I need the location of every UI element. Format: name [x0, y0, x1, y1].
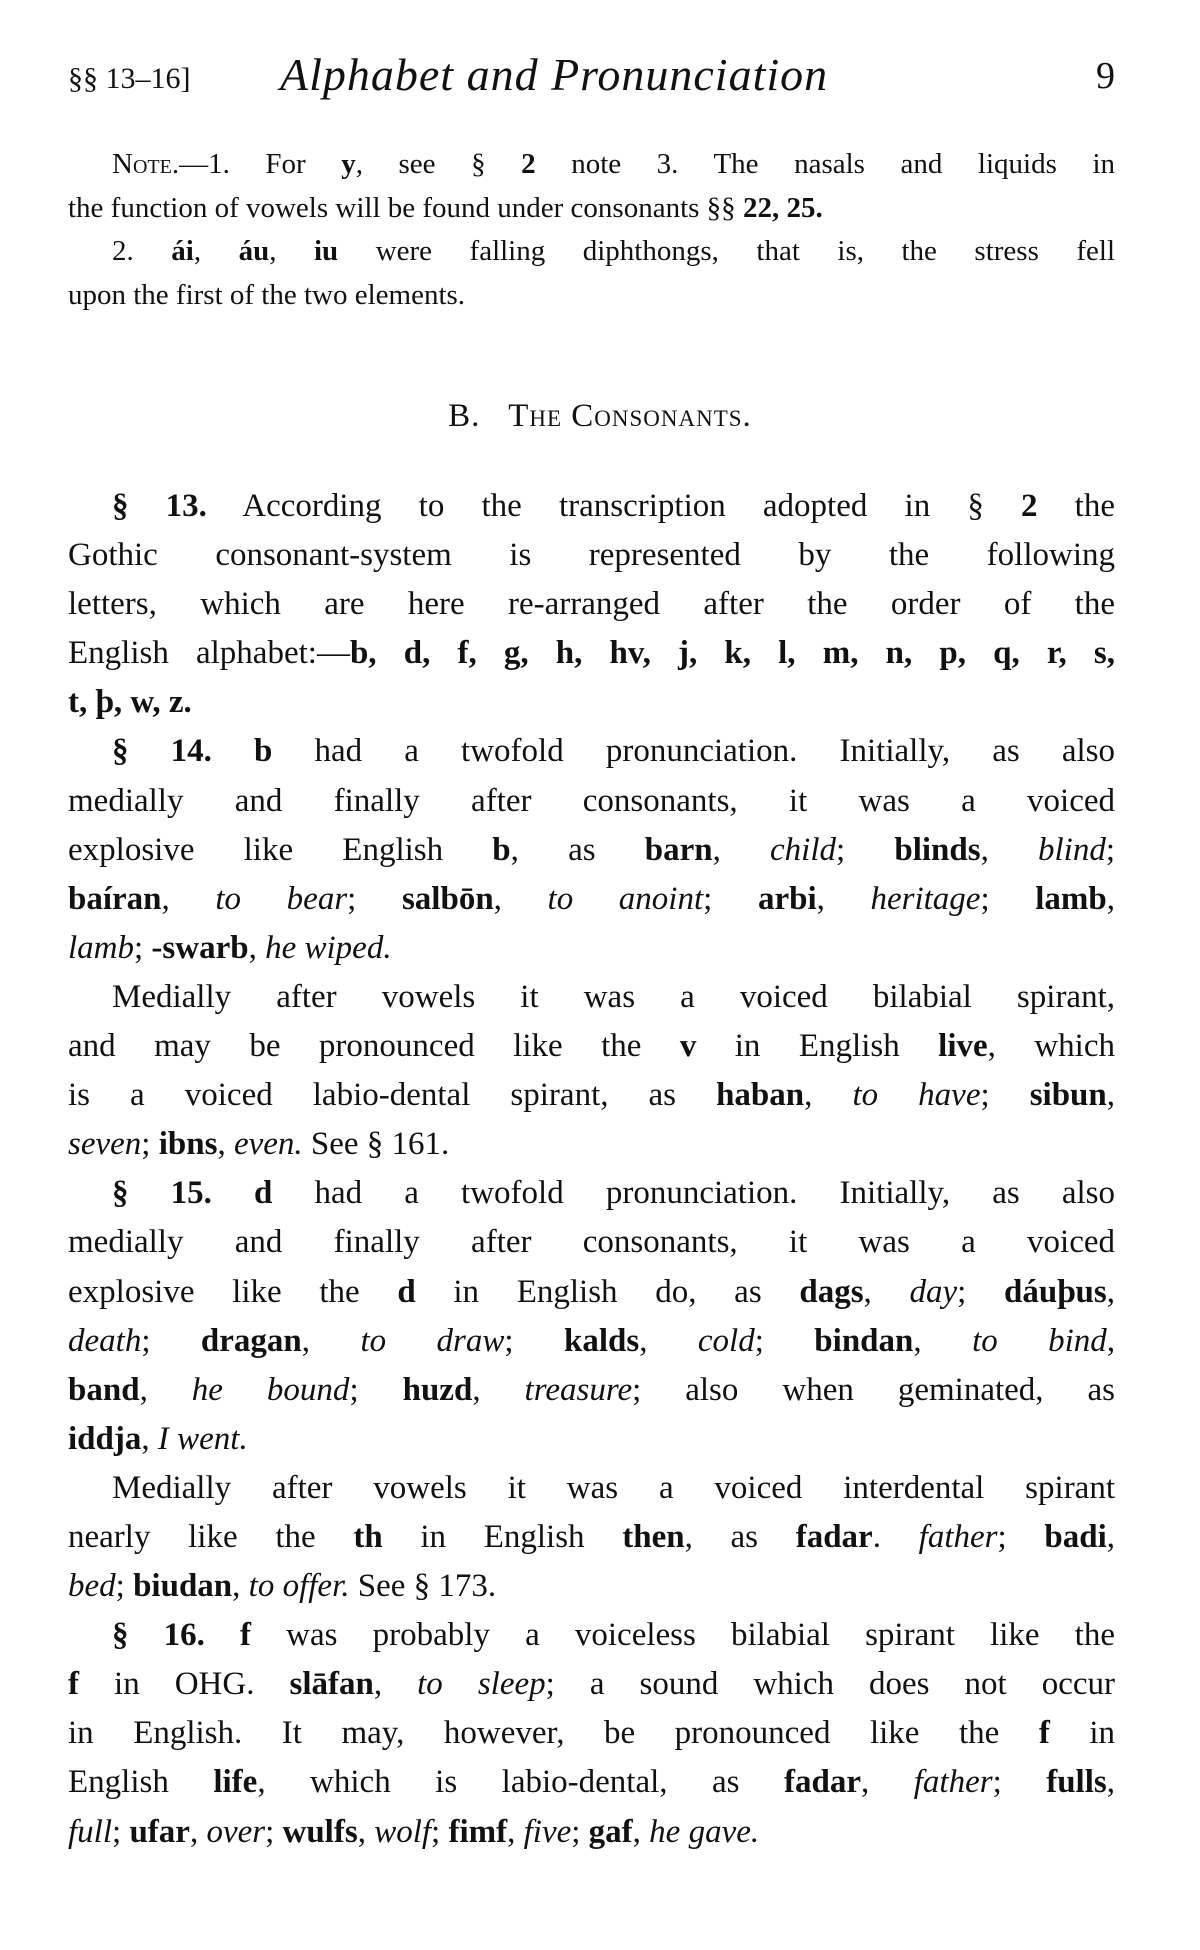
paragraph — [68, 482, 1115, 727]
text-run: , — [1106, 1273, 1116, 1310]
text-line — [68, 1317, 1115, 1366]
text-run: ; — [265, 1813, 283, 1850]
gothic-word: -swarb — [151, 929, 249, 966]
text-run: , — [913, 1322, 973, 1359]
text-run: ; a sound which does not occur — [545, 1666, 1115, 1703]
gothic-word: t, þ, w, z. — [68, 684, 192, 721]
text-run: ; — [992, 1764, 1047, 1801]
header-title: Alphabet and Pronunciation — [280, 49, 829, 100]
text-run: ; — [754, 1322, 815, 1359]
text-run: , — [232, 1568, 249, 1605]
gothic-word: áu — [238, 235, 270, 267]
text-run: ; — [703, 880, 758, 917]
gothic-word: f — [68, 1666, 79, 1703]
paragraph — [68, 1169, 1115, 1464]
text-run: ; — [504, 1322, 564, 1359]
text-line — [68, 274, 1115, 318]
gothic-word: ibns — [158, 1126, 218, 1163]
translation: death — [68, 1322, 142, 1359]
gothic-word: y — [341, 148, 356, 180]
gothic-word: arbi — [757, 880, 817, 917]
text-run: in English. It may, however, be pronounced like the — [68, 1715, 1039, 1752]
gothic-word: kalds — [563, 1322, 640, 1359]
gothic-word: v — [679, 1028, 697, 1065]
text-run: , see § — [355, 148, 522, 180]
gothic-word: th — [353, 1518, 383, 1555]
text-line — [68, 230, 1115, 274]
gothic-word: dags — [799, 1273, 864, 1310]
text-line — [68, 1758, 1115, 1807]
text-run: , which is labio-dental, as — [257, 1764, 784, 1801]
text-run: in — [1049, 1715, 1116, 1752]
text-run: in English do, as — [415, 1273, 800, 1310]
gothic-word: 2 — [521, 148, 536, 180]
text-run: note 3. The nasals and liquids in — [535, 148, 1116, 180]
text-line — [68, 1218, 1115, 1267]
gothic-word: blinds — [894, 831, 981, 868]
text-line — [68, 777, 1115, 826]
translation: cold — [697, 1322, 755, 1359]
text-line — [68, 1071, 1115, 1120]
text-run: , — [193, 235, 239, 267]
translation: to bear — [215, 880, 348, 917]
text-run: , — [357, 1813, 375, 1850]
gothic-word: 2 — [1021, 488, 1038, 524]
text-run: , — [632, 1813, 650, 1850]
text-run: were falling diphthongs, that is, the stress fell — [338, 235, 1116, 267]
paragraph — [68, 727, 1115, 972]
gothic-word: § 16. f — [112, 1617, 252, 1654]
translation: heritage — [870, 880, 981, 917]
text-line — [68, 1366, 1115, 1415]
gothic-word: biudan — [133, 1568, 233, 1605]
text-run: According to the transcription adopted in § — [206, 488, 1022, 524]
text-run: in OHG. — [79, 1666, 290, 1703]
text-line — [68, 1464, 1115, 1513]
text-line — [68, 727, 1115, 776]
text-line — [68, 875, 1115, 924]
page-number: 9 — [1096, 55, 1115, 97]
text-run: , — [493, 880, 548, 917]
text-run: English alphabet:— — [68, 635, 350, 672]
gothic-word: gaf — [588, 1813, 633, 1850]
gothic-word: band — [68, 1371, 140, 1408]
text-run: , — [248, 929, 266, 966]
text-run: explosive like English — [68, 831, 493, 868]
text-line — [68, 678, 1115, 727]
text-run: 2. — [112, 235, 172, 267]
translation: he gave. — [649, 1813, 760, 1850]
paragraph — [68, 230, 1115, 317]
text-run: , — [1106, 880, 1115, 917]
text-line — [68, 1808, 1115, 1857]
gothic-word: huzd — [402, 1371, 473, 1408]
paragraph — [68, 1464, 1115, 1611]
gothic-word: haban — [716, 1077, 805, 1114]
text-run: , — [980, 831, 1039, 868]
text-run: ; — [431, 1813, 449, 1850]
gothic-word: 22, 25. — [742, 191, 823, 224]
text-line — [68, 143, 1115, 187]
text-run: ; — [836, 831, 895, 868]
text-run: ; — [571, 1813, 589, 1850]
gothic-word: ái — [171, 235, 194, 267]
text-run: , — [373, 1666, 418, 1703]
text-run: , — [863, 1273, 910, 1310]
translation: father — [918, 1518, 998, 1555]
text-run: medially and finally after consonants, it was a voiced — [68, 1224, 1115, 1261]
note-block — [68, 143, 1115, 317]
header-section-range: §§ 13–16] — [68, 62, 191, 95]
text-run: , — [816, 880, 871, 917]
text-line — [68, 482, 1115, 531]
text-line — [68, 629, 1115, 678]
text-run: is a voiced labio-dental spirant, as — [68, 1077, 717, 1114]
gothic-word: bindan — [814, 1322, 914, 1359]
text-run: ; — [141, 1126, 159, 1163]
gothic-word: barn — [644, 831, 713, 868]
gothic-word: dragan — [200, 1322, 302, 1359]
text-run: explosive like the — [68, 1273, 398, 1310]
text-run: , — [217, 1126, 234, 1163]
gothic-word: fulls — [1046, 1764, 1107, 1801]
gothic-word: fadar — [795, 1518, 873, 1555]
text-line — [68, 1709, 1115, 1758]
gothic-word: iddja — [68, 1420, 142, 1457]
gothic-word: salbōn — [401, 880, 494, 917]
gothic-word: f — [1038, 1715, 1050, 1752]
text-run: upon the first of the two elements. — [68, 278, 466, 311]
text-line — [68, 973, 1115, 1022]
gothic-word: slāfan — [289, 1666, 374, 1703]
gothic-word: b, d, f, g, h, hv, j, k, l, m, n, p, q, r, s, — [349, 635, 1115, 672]
translation: wolf — [374, 1813, 432, 1850]
text-run: was probably a voiceless bilabial spirant like the — [251, 1617, 1115, 1654]
text-line — [68, 1169, 1115, 1218]
text-run: ; — [997, 1518, 1045, 1555]
text-run: letters, which are here re-arranged after the order of the — [68, 586, 1115, 623]
text-run: , — [189, 1813, 207, 1850]
gothic-word: dáuþus — [1004, 1273, 1107, 1310]
text-run: ; — [347, 880, 402, 917]
gothic-word: b — [492, 831, 511, 868]
heading-title: The Consonants. — [508, 398, 752, 434]
gothic-word: live — [938, 1028, 988, 1065]
translation: lamb — [68, 929, 134, 966]
text-run: , — [507, 1813, 524, 1850]
gothic-word: wulfs — [282, 1813, 358, 1850]
text-run: , as — [684, 1518, 796, 1555]
text-line — [68, 1120, 1115, 1169]
text-run: .—1. For — [171, 148, 342, 180]
gothic-word: § 15. d — [112, 1175, 273, 1212]
text-run: ; also when geminated, as — [632, 1371, 1116, 1408]
text-run: , — [472, 1371, 525, 1408]
translation: he wiped. — [265, 929, 392, 966]
body-text — [68, 482, 1115, 1857]
translation: seven — [68, 1126, 142, 1163]
text-run: , — [1106, 1518, 1115, 1555]
text-run: , — [712, 831, 771, 868]
translation: day — [909, 1273, 958, 1310]
text-run: had a twofold pronunciation. Initially, as also — [272, 733, 1115, 770]
text-run: the — [1037, 488, 1115, 524]
text-run: , — [161, 880, 216, 917]
translation: five — [523, 1813, 572, 1850]
paragraph — [68, 143, 1115, 230]
text-line — [68, 1268, 1115, 1317]
translation: bed — [68, 1568, 116, 1605]
text-run: ; — [141, 1322, 201, 1359]
text-run: ; — [957, 1273, 1004, 1310]
gothic-word: iu — [314, 235, 339, 267]
gothic-word: then — [622, 1518, 685, 1555]
gothic-word: fadar — [784, 1764, 861, 1801]
text-run: See § 173. — [349, 1568, 497, 1605]
translation: child — [770, 831, 836, 868]
text-run: ; — [349, 1371, 403, 1408]
text-run: , — [639, 1322, 698, 1359]
text-run: in English — [696, 1028, 939, 1065]
text-run: , which — [987, 1028, 1115, 1065]
text-run: ; — [980, 1077, 1030, 1114]
gothic-word: badi — [1044, 1518, 1107, 1555]
text-run: nearly like the — [68, 1518, 354, 1555]
text-run: the function of vowels will be found under consonants §§ — [68, 191, 743, 224]
text-line — [68, 1562, 1115, 1611]
text-line — [68, 1415, 1115, 1464]
gothic-word: sibun — [1029, 1077, 1107, 1114]
heading-letter: B. — [448, 398, 481, 434]
text-run: , — [301, 1322, 361, 1359]
gothic-word: life — [213, 1764, 258, 1801]
translation: to offer. — [248, 1568, 350, 1605]
text-line — [68, 924, 1115, 973]
translation: to bind — [972, 1322, 1107, 1359]
translation: father — [913, 1764, 993, 1801]
text-run: Note — [112, 148, 172, 180]
text-run: , as — [510, 831, 645, 868]
gothic-word: ufar — [129, 1813, 190, 1850]
text-run: Medially after vowels it was a voiced bilabial spirant, — [112, 978, 1115, 1015]
text-run: English — [68, 1764, 214, 1801]
text-run: Medially after vowels it was a voiced interdental spirant — [112, 1469, 1115, 1506]
text-line — [68, 187, 1115, 231]
text-line — [68, 1513, 1115, 1562]
translation: to draw — [360, 1322, 505, 1359]
text-line — [68, 580, 1115, 629]
text-run: , — [861, 1764, 914, 1801]
gothic-word: § 13. — [112, 488, 207, 524]
text-run: Gothic consonant-system is represented by the following — [68, 537, 1115, 574]
text-run: , — [1106, 1764, 1115, 1801]
translation: I went. — [157, 1420, 248, 1457]
text-run: , — [1106, 1322, 1116, 1359]
text-run: ; — [134, 929, 152, 966]
text-run: and may be pronounced like the — [68, 1028, 680, 1065]
gothic-word: baíran — [68, 880, 162, 917]
translation: to have — [852, 1077, 981, 1114]
text-run: , — [804, 1077, 853, 1114]
text-line — [68, 826, 1115, 875]
text-run: ; — [980, 880, 1036, 917]
gothic-word: lamb — [1035, 880, 1107, 917]
paragraph — [68, 973, 1115, 1169]
translation: full — [68, 1813, 113, 1850]
text-line — [68, 531, 1115, 580]
text-run: , — [141, 1420, 158, 1457]
text-run: . — [872, 1518, 919, 1555]
text-line — [68, 1611, 1115, 1660]
text-run: in English — [382, 1518, 623, 1555]
text-run: ; — [112, 1813, 130, 1850]
translation: treasure — [524, 1371, 633, 1408]
translation: to anoint — [547, 880, 704, 917]
translation: over — [206, 1813, 266, 1850]
text-run: , — [139, 1371, 192, 1408]
text-run: had a twofold pronunciation. Initially, as also — [272, 1175, 1115, 1212]
text-run: , — [1106, 1077, 1116, 1114]
gothic-word: § 14. b — [112, 733, 273, 770]
translation: blind — [1038, 831, 1106, 868]
running-header — [68, 48, 1115, 108]
translation: even. — [233, 1126, 303, 1163]
section-heading — [0, 398, 1200, 435]
text-run: medially and finally after consonants, it was a voiced — [68, 782, 1115, 819]
gothic-word: d — [397, 1273, 416, 1310]
text-run: See § 161. — [302, 1126, 450, 1163]
text-line — [68, 1660, 1115, 1709]
translation: he bound — [191, 1371, 350, 1408]
text-run: ; — [115, 1568, 134, 1605]
translation: to sleep — [417, 1666, 546, 1703]
text-line — [68, 1022, 1115, 1071]
gothic-word: fimf — [448, 1813, 508, 1850]
paragraph — [68, 1611, 1115, 1856]
text-run: , — [269, 235, 314, 267]
text-run: ; — [1105, 831, 1116, 868]
